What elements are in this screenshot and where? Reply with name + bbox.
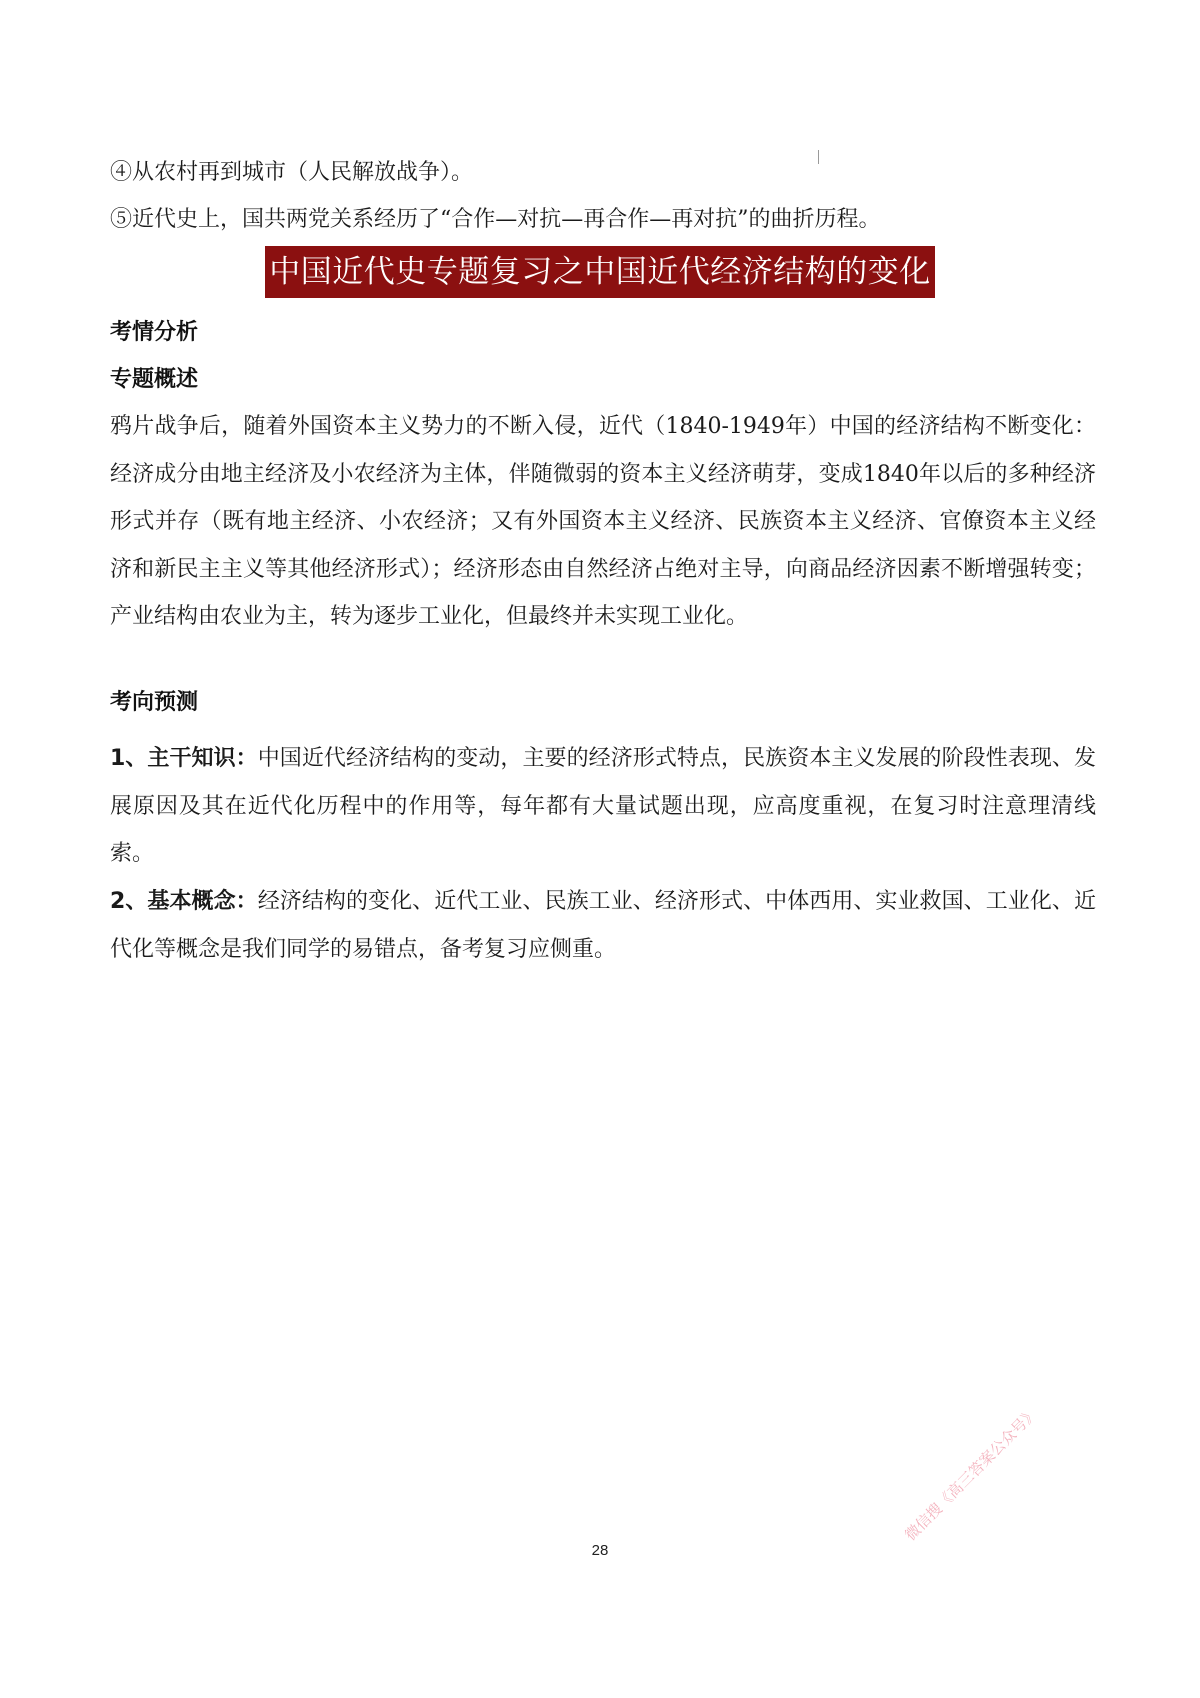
point-1-paragraph (110, 735, 1096, 878)
margin-mark (818, 150, 819, 164)
point-2-text: 经济结构的变化、近代工业、民族工业、经济形式、中体西用、实业救国、工业化、近代化等概念是我们同学的易错点，备考复习应侧重。 (110, 889, 1096, 962)
analysis-heading: 考情分析 (110, 320, 199, 345)
intro-line-5: ⑤近代史上，国共两党关系经历了“合作—对抗—再合作—再对抗”的曲折历程。 (110, 207, 881, 232)
overview-heading: 专题概述 (110, 367, 199, 392)
point-2-paragraph (110, 878, 1096, 973)
point-1-label: 1、主干知识： (110, 746, 258, 771)
point-2-label: 2、基本概念： (110, 889, 258, 914)
page-number: 28 (591, 1542, 609, 1559)
forecast-heading: 考向预测 (110, 690, 199, 715)
point-1-text: 中国近代经济结构的变动，主要的经济形式特点，民族资本主义发展的阶段性表现、发展原因及其在近代化历程中的作用等，每年都有大量试题出现，应高度重视，在复习时注意理清线索。 (110, 746, 1096, 866)
watermark: 微信搜《高三答案公众号》 (901, 1404, 1042, 1545)
title-banner (0, 246, 1200, 298)
page-title: 中国近代史专题复习之中国近代经济结构的变化 (265, 246, 935, 298)
intro-line-4: ④从农村再到城市（人民解放战争）。 (110, 160, 474, 185)
overview-paragraph: 鸦片战争后，随着外国资本主义势力的不断入侵，近代（1840-1949年）中国的经济结构不断变化：经济成分由地主经济及小农经济为主体，伴随微弱的资本主义经济萌芽，变成1840年以后的多种经济形式并存（既有地主经济、小农经济；又有外国资本主义经济、民族资本主义经济、官僚资本主义经济和新民主主义等其他经济形式）；经济形态由自然经济占绝对主导，向商品经济因素不断增强转变；产业结构由农业为主，转为逐步工业化，但最终并未实现工业化。 (110, 414, 1096, 629)
